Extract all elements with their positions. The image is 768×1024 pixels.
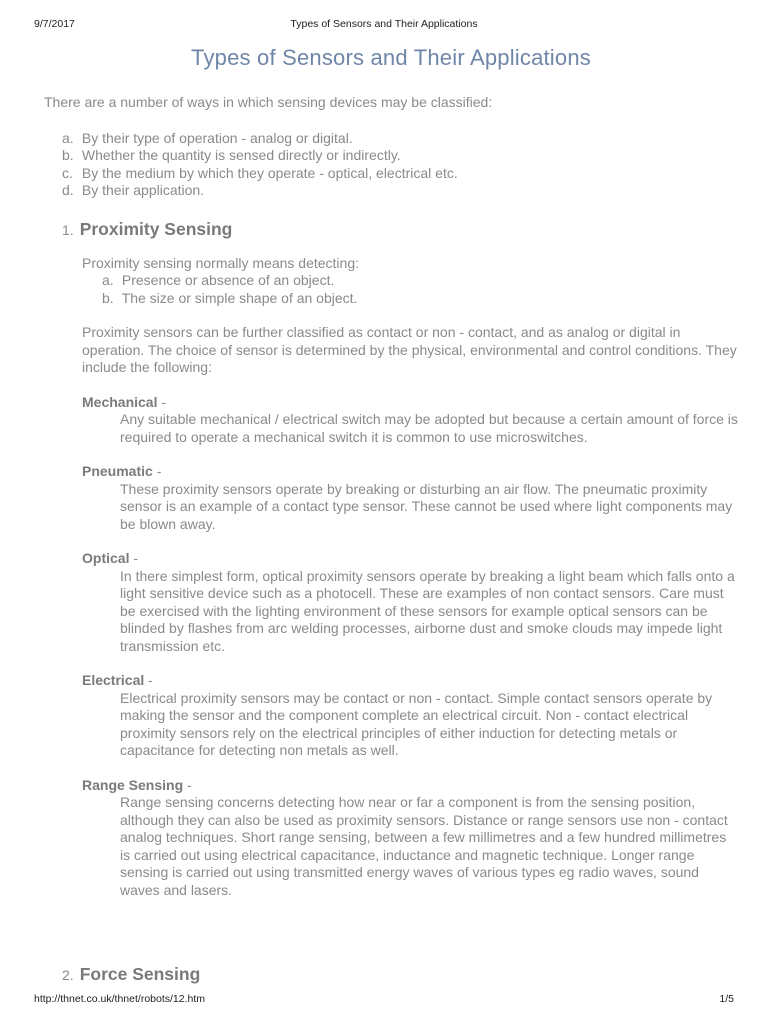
definition-term: Electrical — [82, 672, 145, 688]
list-marker: b. — [62, 147, 74, 163]
list-item-text: Whether the quantity is sensed directly or indirectly. — [81, 147, 401, 163]
page-url: http://thnet.co.uk/thnet/robots/12.htm — [34, 993, 206, 1005]
definition-optical — [82, 550, 738, 655]
print-date: 9/7/2017 — [34, 18, 75, 30]
page-number: 1/5 — [719, 993, 734, 1005]
list-item-text: By their application. — [81, 182, 205, 198]
definition-dash: - — [129, 550, 139, 566]
list-item-text: By the medium by which they operate - optical, electrical etc. — [81, 164, 458, 181]
list-marker: c. — [62, 164, 73, 181]
definition-range-sensing — [82, 777, 738, 900]
section-force-sensing — [62, 963, 200, 986]
print-header — [34, 17, 734, 31]
section-body — [82, 255, 738, 900]
section-number: 2. — [62, 967, 74, 983]
list-item-text: Presence or absence of an object. — [121, 272, 335, 288]
definition-term: Range Sensing — [82, 776, 184, 793]
document-content — [44, 40, 738, 899]
classification-paragraph: Proximity sensors can be further classified as contact or non - contact, and as analog or digital in operation. The choice of sensor is determined by the physical, environmental and control conditions. They include the following: — [82, 324, 737, 375]
list-item — [62, 165, 738, 183]
lead-paragraph: Proximity sensing normally means detecting: — [82, 254, 360, 271]
definition-description: Any suitable mechanical / electrical switch may be adopted but because a certain amount of force is required to operate a mechanical switch it is common to use microswitches. — [120, 411, 738, 445]
list-marker: d. — [62, 182, 74, 198]
definition-description: Range sensing concerns detecting how near or far a component is from the sensing position, although they can also be used as proximity sensors. Distance or range sensors use non - contact analog techniques. Short range sensing, between a few millimetres and a few hundred millimetres is carried out using electrical capacitance, inductance and magnetic technique. Longer range sensing is carried out using transmitted energy waves of various types eg radio waves, sound waves and lasers. — [120, 794, 728, 898]
document-title: Types of Sensors and Their Applications — [191, 45, 591, 70]
section-proximity-sensing — [62, 218, 738, 900]
definition-dash: - — [157, 393, 167, 410]
section-number: 1. — [62, 221, 74, 238]
list-item — [62, 147, 738, 165]
list-item — [102, 290, 738, 308]
classification-list — [62, 130, 738, 200]
intro-paragraph: There are a number of ways in which sensing devices may be classified: — [44, 94, 493, 110]
definition-description: Electrical proximity sensors may be contact or non - contact. Simple contact sensors operate by making the sensor and the component complete an electrical circuit. Non - contact electrical proximity sensors rely on the electrical principles of either induction for detecting metals or capacitance for detecting non metals as well. — [120, 689, 713, 758]
definition-pneumatic — [82, 463, 738, 533]
definition-mechanical — [82, 394, 738, 447]
definition-term: Mechanical — [82, 393, 158, 410]
list-marker: b. — [102, 289, 114, 306]
print-page-title: Types of Sensors and Their Applications — [290, 18, 478, 30]
definition-dash: - — [144, 672, 153, 688]
list-item — [62, 182, 738, 200]
print-footer — [34, 992, 734, 1006]
list-marker: a. — [102, 272, 114, 288]
definition-term: Pneumatic — [82, 463, 153, 479]
section-heading — [62, 218, 738, 241]
detection-list — [102, 272, 738, 307]
definition-term: Optical — [82, 550, 130, 566]
definition-description: These proximity sensors operate by breaking or disturbing an air flow. The pneumatic proximity sensor is an example of a contact type sensor. These cannot be used where light components may be blown away. — [120, 480, 733, 532]
definition-dash: - — [152, 463, 162, 479]
list-item-text: By their type of operation - analog or digital. — [81, 129, 353, 146]
definition-electrical — [82, 672, 738, 760]
list-marker: a. — [62, 129, 74, 146]
section-title: Proximity Sensing — [79, 218, 233, 239]
section-title: Force Sensing — [79, 964, 201, 984]
definition-dash: - — [183, 776, 192, 793]
section-heading — [62, 963, 200, 986]
list-item-text: The size or simple shape of an object. — [121, 289, 358, 306]
list-item — [62, 130, 738, 148]
definition-description: In there simplest form, optical proximity sensors operate by breaking a light beam which falls onto a light sensitive device such as a photocell. These are examples of non contact sensors. Care must be exercised with the lighting environment of these sensors for example optical sensors can be blinded by flashes from arc welding processes, airborne dust and smoke clouds may impede light transmission etc. — [120, 567, 735, 654]
list-item — [102, 272, 738, 290]
